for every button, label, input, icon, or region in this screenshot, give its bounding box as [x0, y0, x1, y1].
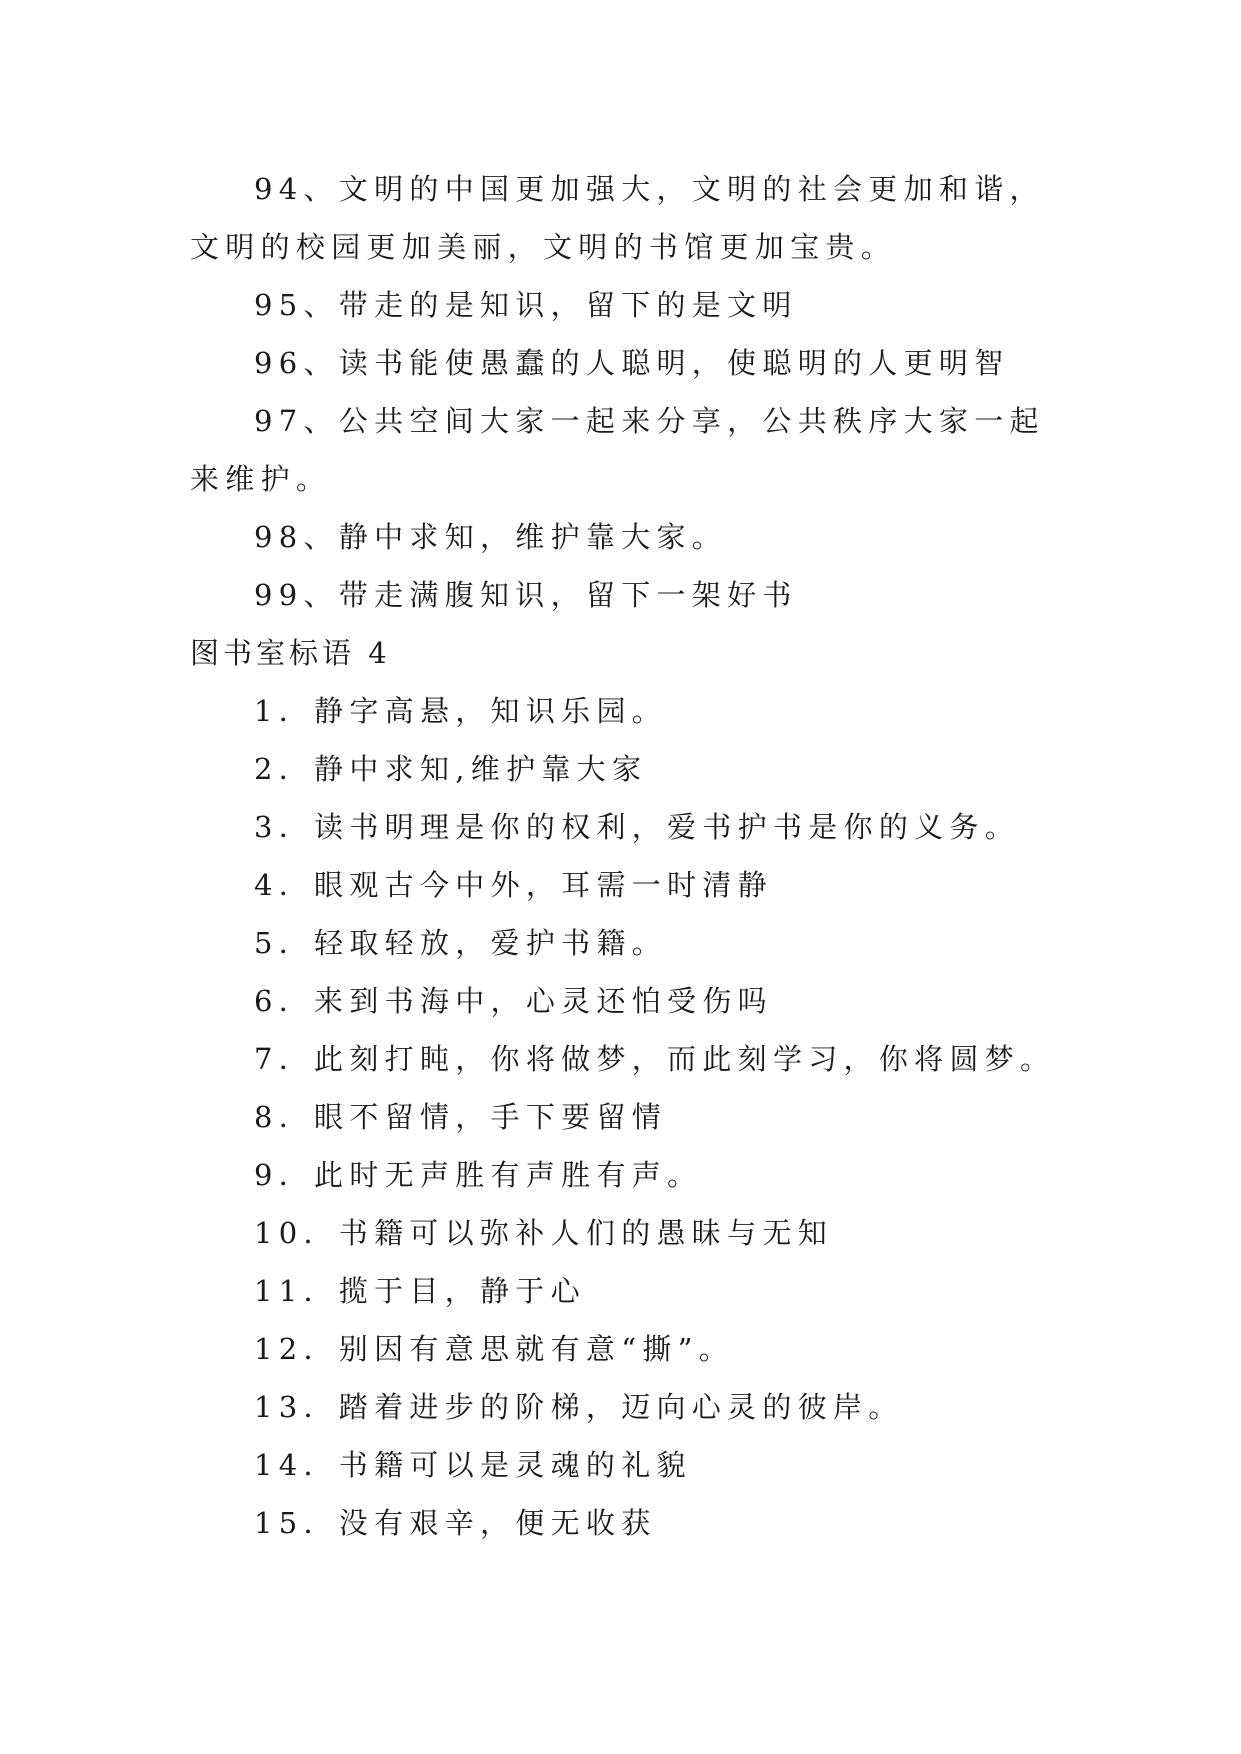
list-item: 9．此时无声胜有声胜有声。	[254, 1158, 703, 1192]
list-item: 7．此刻打盹，你将做梦，而此刻学习，你将圆梦。	[254, 1042, 1056, 1076]
list-item: 3．读书明理是你的权利，爱书护书是你的义务。	[254, 810, 1021, 844]
paragraph-99: 99、带走满腹知识，留下一架好书	[254, 578, 798, 612]
paragraph-96: 96、读书能使愚蠢的人聪明，使聪明的人更明智	[254, 346, 1010, 380]
list-item: 10．书籍可以弥补人们的愚昧与无知	[254, 1216, 834, 1250]
list-item: 1．静字高悬，知识乐园。	[254, 694, 668, 728]
list-item: 6．来到书海中，心灵还怕受伤吗	[254, 984, 773, 1018]
document-content	[190, 160, 1056, 1552]
list-item: 11．揽于目，静于心	[254, 1274, 586, 1308]
list-item: 12．别因有意思就有意“撕”。	[254, 1332, 735, 1366]
paragraph-97: 97、公共空间大家一起来分享，公共秩序大家一起来维护。	[190, 404, 1045, 496]
paragraph-95: 95、带走的是知识，留下的是文明	[254, 288, 798, 322]
list-item: 4．眼观古今中外，耳需一时清静	[254, 868, 773, 902]
list-item: 8．眼不留情，手下要留情	[254, 1100, 668, 1134]
paragraph-94: 94、文明的中国更加强大，文明的社会更加和谐，文明的校园更加美丽，文明的书馆更加宝贵。	[190, 172, 1045, 264]
section-heading: 图书室标语 4	[190, 636, 391, 670]
list-item: 14．书籍可以是灵魂的礼貌	[254, 1448, 692, 1482]
list-item: 15．没有艰辛，便无收获	[254, 1506, 657, 1540]
list-item: 2．静中求知,维护靠大家	[254, 752, 648, 786]
paragraph-98: 98、静中求知，维护靠大家。	[254, 520, 728, 554]
list-item: 5．轻取轻放，爱护书籍。	[254, 926, 668, 960]
list-item: 13．踏着进步的阶梯，迈向心灵的彼岸。	[254, 1390, 904, 1424]
